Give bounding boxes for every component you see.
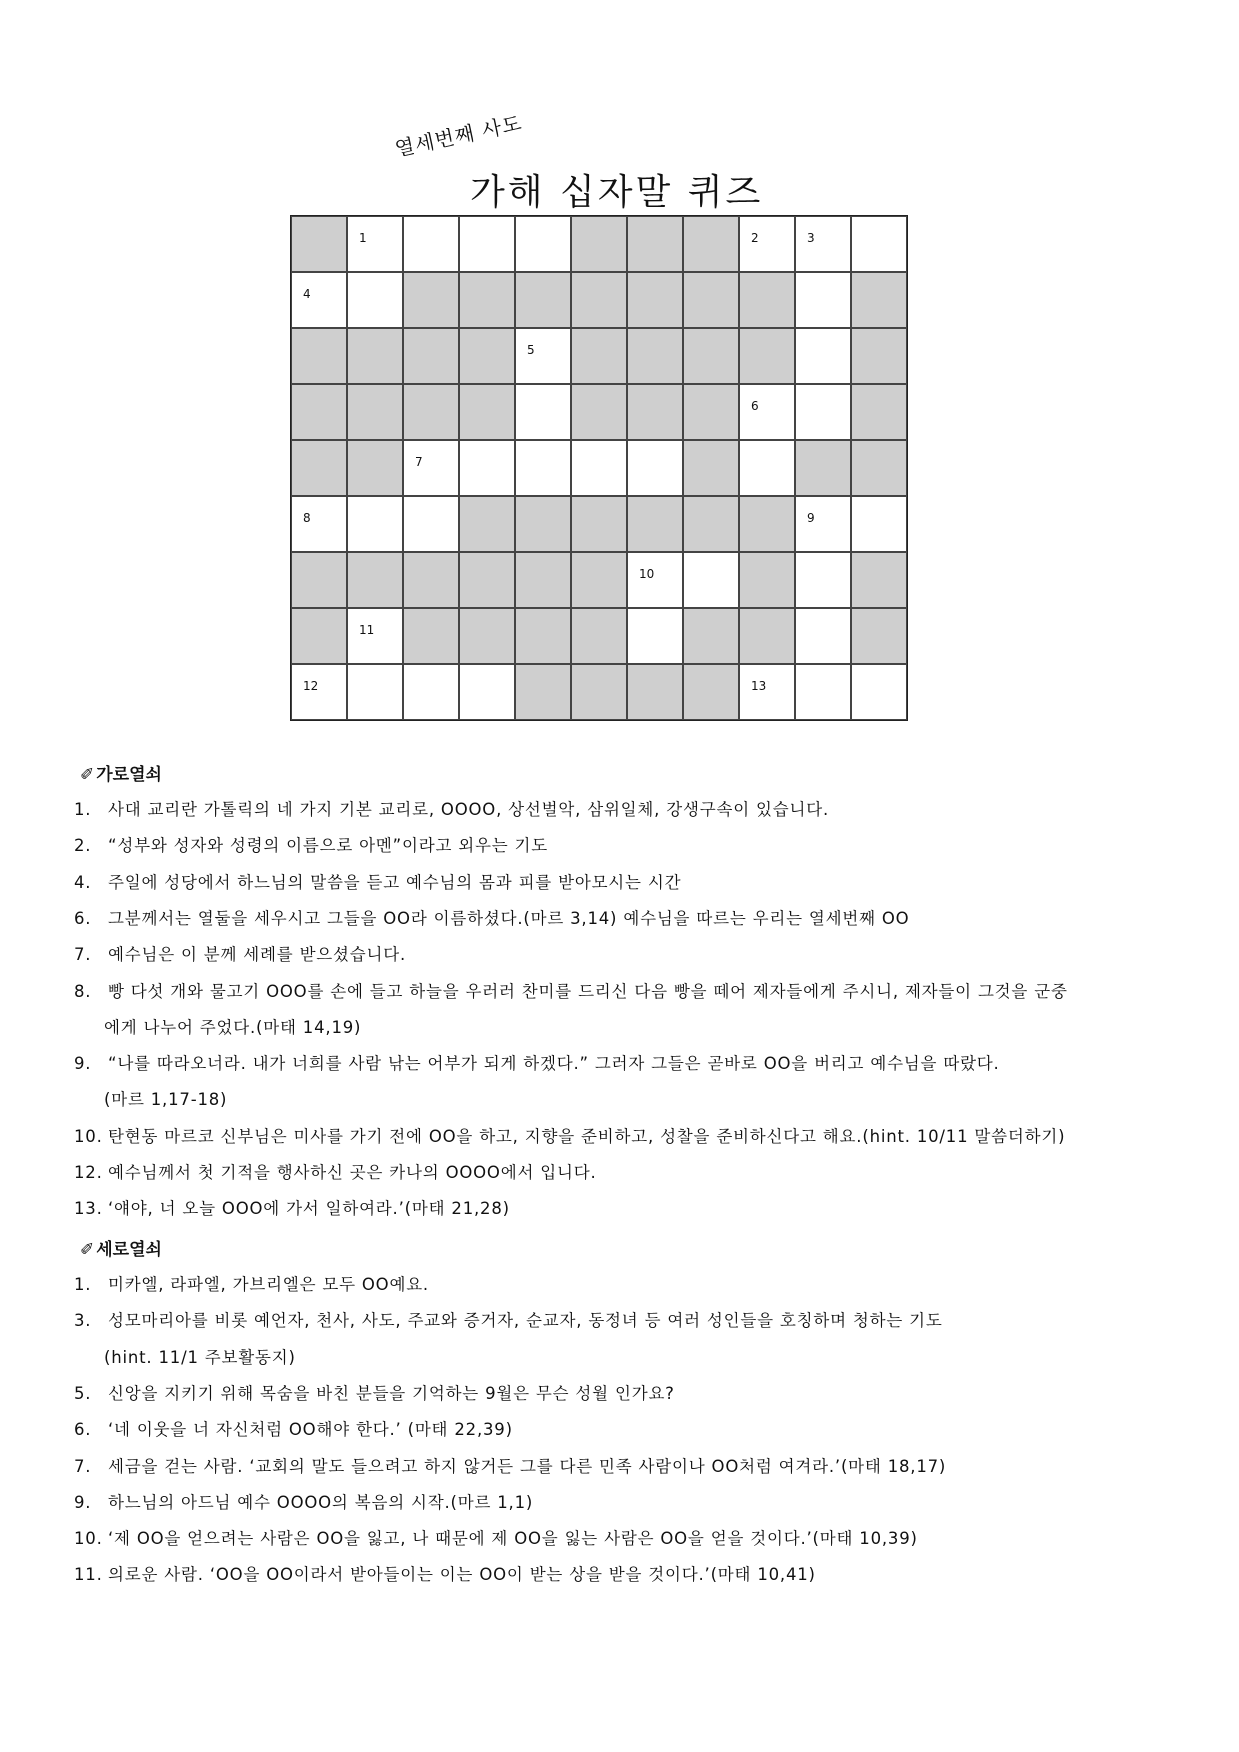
clue-text: “나를 따라오너라. 내가 너희를 사람 낚는 어부가 되게 하겠다.” 그러자 그들은 곧바로 OO을 버리고 예수님을 따랐다.: [108, 1054, 1000, 1074]
answer-cell[interactable]: [291, 664, 347, 720]
across-clue: [74, 1195, 510, 1219]
blocked-cell: [515, 552, 571, 608]
answer-cell[interactable]: [515, 328, 571, 384]
blocked-cell: [683, 440, 739, 496]
clue-text: 미카엘, 라파엘, 가브리엘은 모두 OO예요.: [108, 1275, 429, 1294]
answer-cell[interactable]: [627, 608, 683, 664]
clue-number: 8: [303, 511, 311, 525]
blocked-cell: [851, 440, 907, 496]
blocked-cell: [347, 552, 403, 608]
clue-number: 9.: [74, 1492, 92, 1512]
blocked-cell: [851, 328, 907, 384]
answer-cell[interactable]: [403, 440, 459, 496]
clue-number: 1: [359, 231, 367, 245]
clue-text: 예수님께서 첫 기적을 행사하신 곳은 카나의 OOOO에서 입니다.: [108, 1163, 597, 1182]
clue-text: 빵 다섯 개와 물고기 OOO를 손에 들고 하늘을 우러러 찬미를 드리신 다음 빵을 떼어 제자들에게 주시니, 제자들이 그것을 군중: [108, 981, 1068, 1001]
clue-number: 9.: [74, 1054, 92, 1074]
answer-cell[interactable]: [739, 384, 795, 440]
clue-number: 11.: [74, 1565, 103, 1585]
across-clue: [74, 832, 548, 856]
down-clue: [74, 1307, 943, 1331]
answer-cell[interactable]: [851, 496, 907, 552]
clue-text: 세금을 걷는 사람. ‘교회의 말도 들으려고 하지 않거든 그를 다른 민족 사람이나 OO처럼 여겨라.’(마태 18,17): [108, 1456, 947, 1476]
down-clue: [74, 1416, 513, 1440]
answer-cell[interactable]: [347, 664, 403, 720]
blocked-cell: [291, 216, 347, 272]
clue-number: 10.: [74, 1126, 103, 1146]
blocked-cell: [515, 272, 571, 328]
clue-number: 5: [527, 343, 535, 357]
answer-cell[interactable]: [683, 552, 739, 608]
clue-number: 7.: [74, 945, 92, 965]
blocked-cell: [403, 328, 459, 384]
across-title: [80, 760, 162, 785]
clue-number: 3.: [74, 1311, 92, 1331]
blocked-cell: [683, 216, 739, 272]
blocked-cell: [627, 664, 683, 720]
blocked-cell: [459, 496, 515, 552]
blocked-cell: [571, 272, 627, 328]
clue-number: 7: [415, 455, 423, 469]
blocked-cell: [347, 440, 403, 496]
clue-number: 12: [303, 679, 319, 693]
clue-continuation: 에게 나누어 주었다.(마태 14,19): [104, 1017, 362, 1037]
blocked-cell: [403, 608, 459, 664]
blocked-cell: [683, 328, 739, 384]
answer-cell[interactable]: [347, 496, 403, 552]
clue-text: 신앙을 지키기 위해 목숨을 바친 분들을 기억하는 9월은 무슨 성월 인가요?: [108, 1383, 675, 1403]
answer-cell[interactable]: [403, 216, 459, 272]
clue-number: 3: [807, 231, 815, 245]
blocked-cell: [627, 272, 683, 328]
blocked-cell: [515, 608, 571, 664]
clue-text: 사대 교리란 가톨릭의 네 가지 기본 교리로, OOOO, 상선벌악, 삼위일체, 강생구속이 있습니다.: [108, 800, 829, 819]
blocked-cell: [683, 384, 739, 440]
clue-number: 4: [303, 287, 311, 301]
down-clue: [74, 1489, 533, 1513]
blocked-cell: [403, 552, 459, 608]
answer-cell[interactable]: [795, 216, 851, 272]
clue-number: 6.: [74, 1420, 92, 1440]
blocked-cell: [515, 496, 571, 552]
clue-continuation: (마르 1,17-18): [104, 1090, 228, 1110]
clue-text: 예수님은 이 분께 세례를 받으셨습니다.: [108, 945, 407, 965]
clue-number: 10.: [74, 1529, 103, 1549]
blocked-cell: [739, 496, 795, 552]
down-clue: [74, 1525, 918, 1549]
answer-cell[interactable]: [291, 272, 347, 328]
across-clue: [74, 796, 829, 820]
answer-cell[interactable]: [459, 216, 515, 272]
blocked-cell: [515, 664, 571, 720]
blocked-cell: [571, 552, 627, 608]
blocked-cell: [851, 552, 907, 608]
pen-icon: ✐: [80, 1240, 95, 1260]
blocked-cell: [291, 440, 347, 496]
down-title-label: 세로열쇠: [96, 1240, 162, 1260]
blocked-cell: [851, 608, 907, 664]
answer-cell[interactable]: [795, 328, 851, 384]
blocked-cell: [627, 496, 683, 552]
clue-number: 2.: [74, 836, 92, 856]
clue-text: “성부와 성자와 성령의 이름으로 아멘”이라고 외우는 기도: [108, 836, 548, 856]
blocked-cell: [739, 328, 795, 384]
clue-number: 12.: [74, 1163, 103, 1182]
clue-number: 6.: [74, 908, 92, 928]
clue-number: 13.: [74, 1199, 103, 1219]
blocked-cell: [403, 384, 459, 440]
blocked-cell: [571, 664, 627, 720]
across-clue: [74, 1050, 1000, 1074]
answer-cell[interactable]: [403, 664, 459, 720]
answer-cell[interactable]: [851, 216, 907, 272]
answer-cell[interactable]: [795, 552, 851, 608]
answer-cell[interactable]: [459, 440, 515, 496]
clue-number: 1.: [74, 1275, 92, 1294]
clue-text: 의로운 사람. ‘OO을 OO이라서 받아들이는 이는 OO이 받는 상을 받을 것이다.’(마태 10,41): [108, 1565, 816, 1585]
clue-continuation: (hint. 11/1 주보활동지): [104, 1347, 296, 1367]
blocked-cell: [627, 328, 683, 384]
clue-number: 5.: [74, 1383, 92, 1403]
answer-cell[interactable]: [795, 496, 851, 552]
clue-text: 하느님의 아드님 예수 OOOO의 복음의 시작.(마르 1,1): [108, 1492, 534, 1512]
across-title-label: 가로열쇠: [96, 765, 162, 785]
down-title: [80, 1235, 162, 1260]
blocked-cell: [291, 384, 347, 440]
answer-cell[interactable]: [347, 272, 403, 328]
blocked-cell: [683, 608, 739, 664]
answer-cell[interactable]: [459, 664, 515, 720]
subtitle: 열세번째 사도: [392, 110, 525, 162]
answer-cell[interactable]: [515, 384, 571, 440]
blocked-cell: [403, 272, 459, 328]
answer-cell[interactable]: [515, 216, 571, 272]
clue-text: 탄현동 마르코 신부님은 미사를 가기 전에 OO을 하고, 지향을 준비하고, 성찰을 준비하신다고 해요.(hint. 10/11 말씀더하기): [108, 1126, 1066, 1146]
answer-cell[interactable]: [739, 664, 795, 720]
answer-cell[interactable]: [627, 552, 683, 608]
answer-cell[interactable]: [571, 440, 627, 496]
answer-cell[interactable]: [851, 664, 907, 720]
answer-cell[interactable]: [795, 608, 851, 664]
blocked-cell: [459, 328, 515, 384]
blocked-cell: [459, 384, 515, 440]
clue-number: 11: [359, 623, 375, 637]
clue-number: 6: [751, 399, 759, 413]
clue-text: ‘네 이웃을 너 자신처럼 OO해야 한다.’ (마태 22,39): [108, 1420, 513, 1440]
blocked-cell: [739, 272, 795, 328]
down-clue: [74, 1453, 946, 1477]
blocked-cell: [739, 552, 795, 608]
answer-cell[interactable]: [795, 384, 851, 440]
blocked-cell: [683, 664, 739, 720]
answer-cell[interactable]: [627, 440, 683, 496]
blocked-cell: [347, 384, 403, 440]
blocked-cell: [291, 608, 347, 664]
blocked-cell: [627, 384, 683, 440]
blocked-cell: [851, 272, 907, 328]
down-clue: [74, 1561, 816, 1585]
answer-cell[interactable]: [515, 440, 571, 496]
blocked-cell: [347, 328, 403, 384]
across-clue: [74, 941, 406, 965]
blocked-cell: [571, 384, 627, 440]
down-clue: [74, 1380, 675, 1404]
blocked-cell: [795, 440, 851, 496]
clue-number: 2: [751, 231, 759, 245]
across-clue: [74, 1159, 597, 1183]
clue-number: 1.: [74, 800, 92, 819]
blocked-cell: [459, 552, 515, 608]
clue-number: 9: [807, 511, 815, 525]
clue-text: ‘얘야, 너 오늘 OOO에 가서 일하여라.’(마태 21,28): [108, 1199, 510, 1219]
blocked-cell: [459, 272, 515, 328]
answer-cell[interactable]: [403, 496, 459, 552]
clue-number: 7.: [74, 1456, 92, 1476]
crossword-grid: [290, 215, 908, 721]
answer-cell[interactable]: [739, 440, 795, 496]
across-clue: [74, 1123, 1065, 1147]
answer-cell[interactable]: [347, 608, 403, 664]
answer-cell[interactable]: [795, 664, 851, 720]
blocked-cell: [571, 216, 627, 272]
blocked-cell: [291, 328, 347, 384]
clue-text: 성모마리아를 비롯 예언자, 천사, 사도, 주교와 증거자, 순교자, 동정녀 등 여러 성인들을 호칭하며 청하는 기도: [108, 1311, 943, 1331]
answer-cell[interactable]: [291, 496, 347, 552]
blocked-cell: [683, 272, 739, 328]
answer-cell[interactable]: [347, 216, 403, 272]
clue-number: 4.: [74, 872, 92, 892]
answer-cell[interactable]: [739, 216, 795, 272]
page-title: 가해 십자말 퀴즈: [470, 172, 764, 213]
across-clue: [74, 905, 909, 929]
blocked-cell: [851, 384, 907, 440]
blocked-cell: [571, 328, 627, 384]
across-clue: [74, 869, 681, 893]
blocked-cell: [571, 608, 627, 664]
clue-text: 주일에 성당에서 하느님의 말씀을 듣고 예수님의 몸과 피를 받아모시는 시간: [108, 872, 682, 892]
blocked-cell: [627, 216, 683, 272]
clue-number: 13: [751, 679, 767, 693]
blocked-cell: [683, 496, 739, 552]
down-clue: [74, 1271, 429, 1295]
blocked-cell: [739, 608, 795, 664]
answer-cell[interactable]: [795, 272, 851, 328]
blocked-cell: [459, 608, 515, 664]
clue-number: 8.: [74, 981, 92, 1001]
clue-text: 그분께서는 열둘을 세우시고 그들을 OO라 이름하셨다.(마르 3,14) 예수님을 따르는 우리는 열세번째 OO: [108, 908, 910, 928]
clue-text: ‘제 OO을 얻으려는 사람은 OO을 잃고, 나 때문에 제 OO을 잃는 사람은 OO을 얻을 것이다.’(마태 10,39): [108, 1529, 918, 1549]
clue-number: 10: [639, 567, 655, 581]
blocked-cell: [291, 552, 347, 608]
pen-icon: ✐: [80, 765, 95, 785]
blocked-cell: [571, 496, 627, 552]
across-clue: [74, 978, 1068, 1002]
